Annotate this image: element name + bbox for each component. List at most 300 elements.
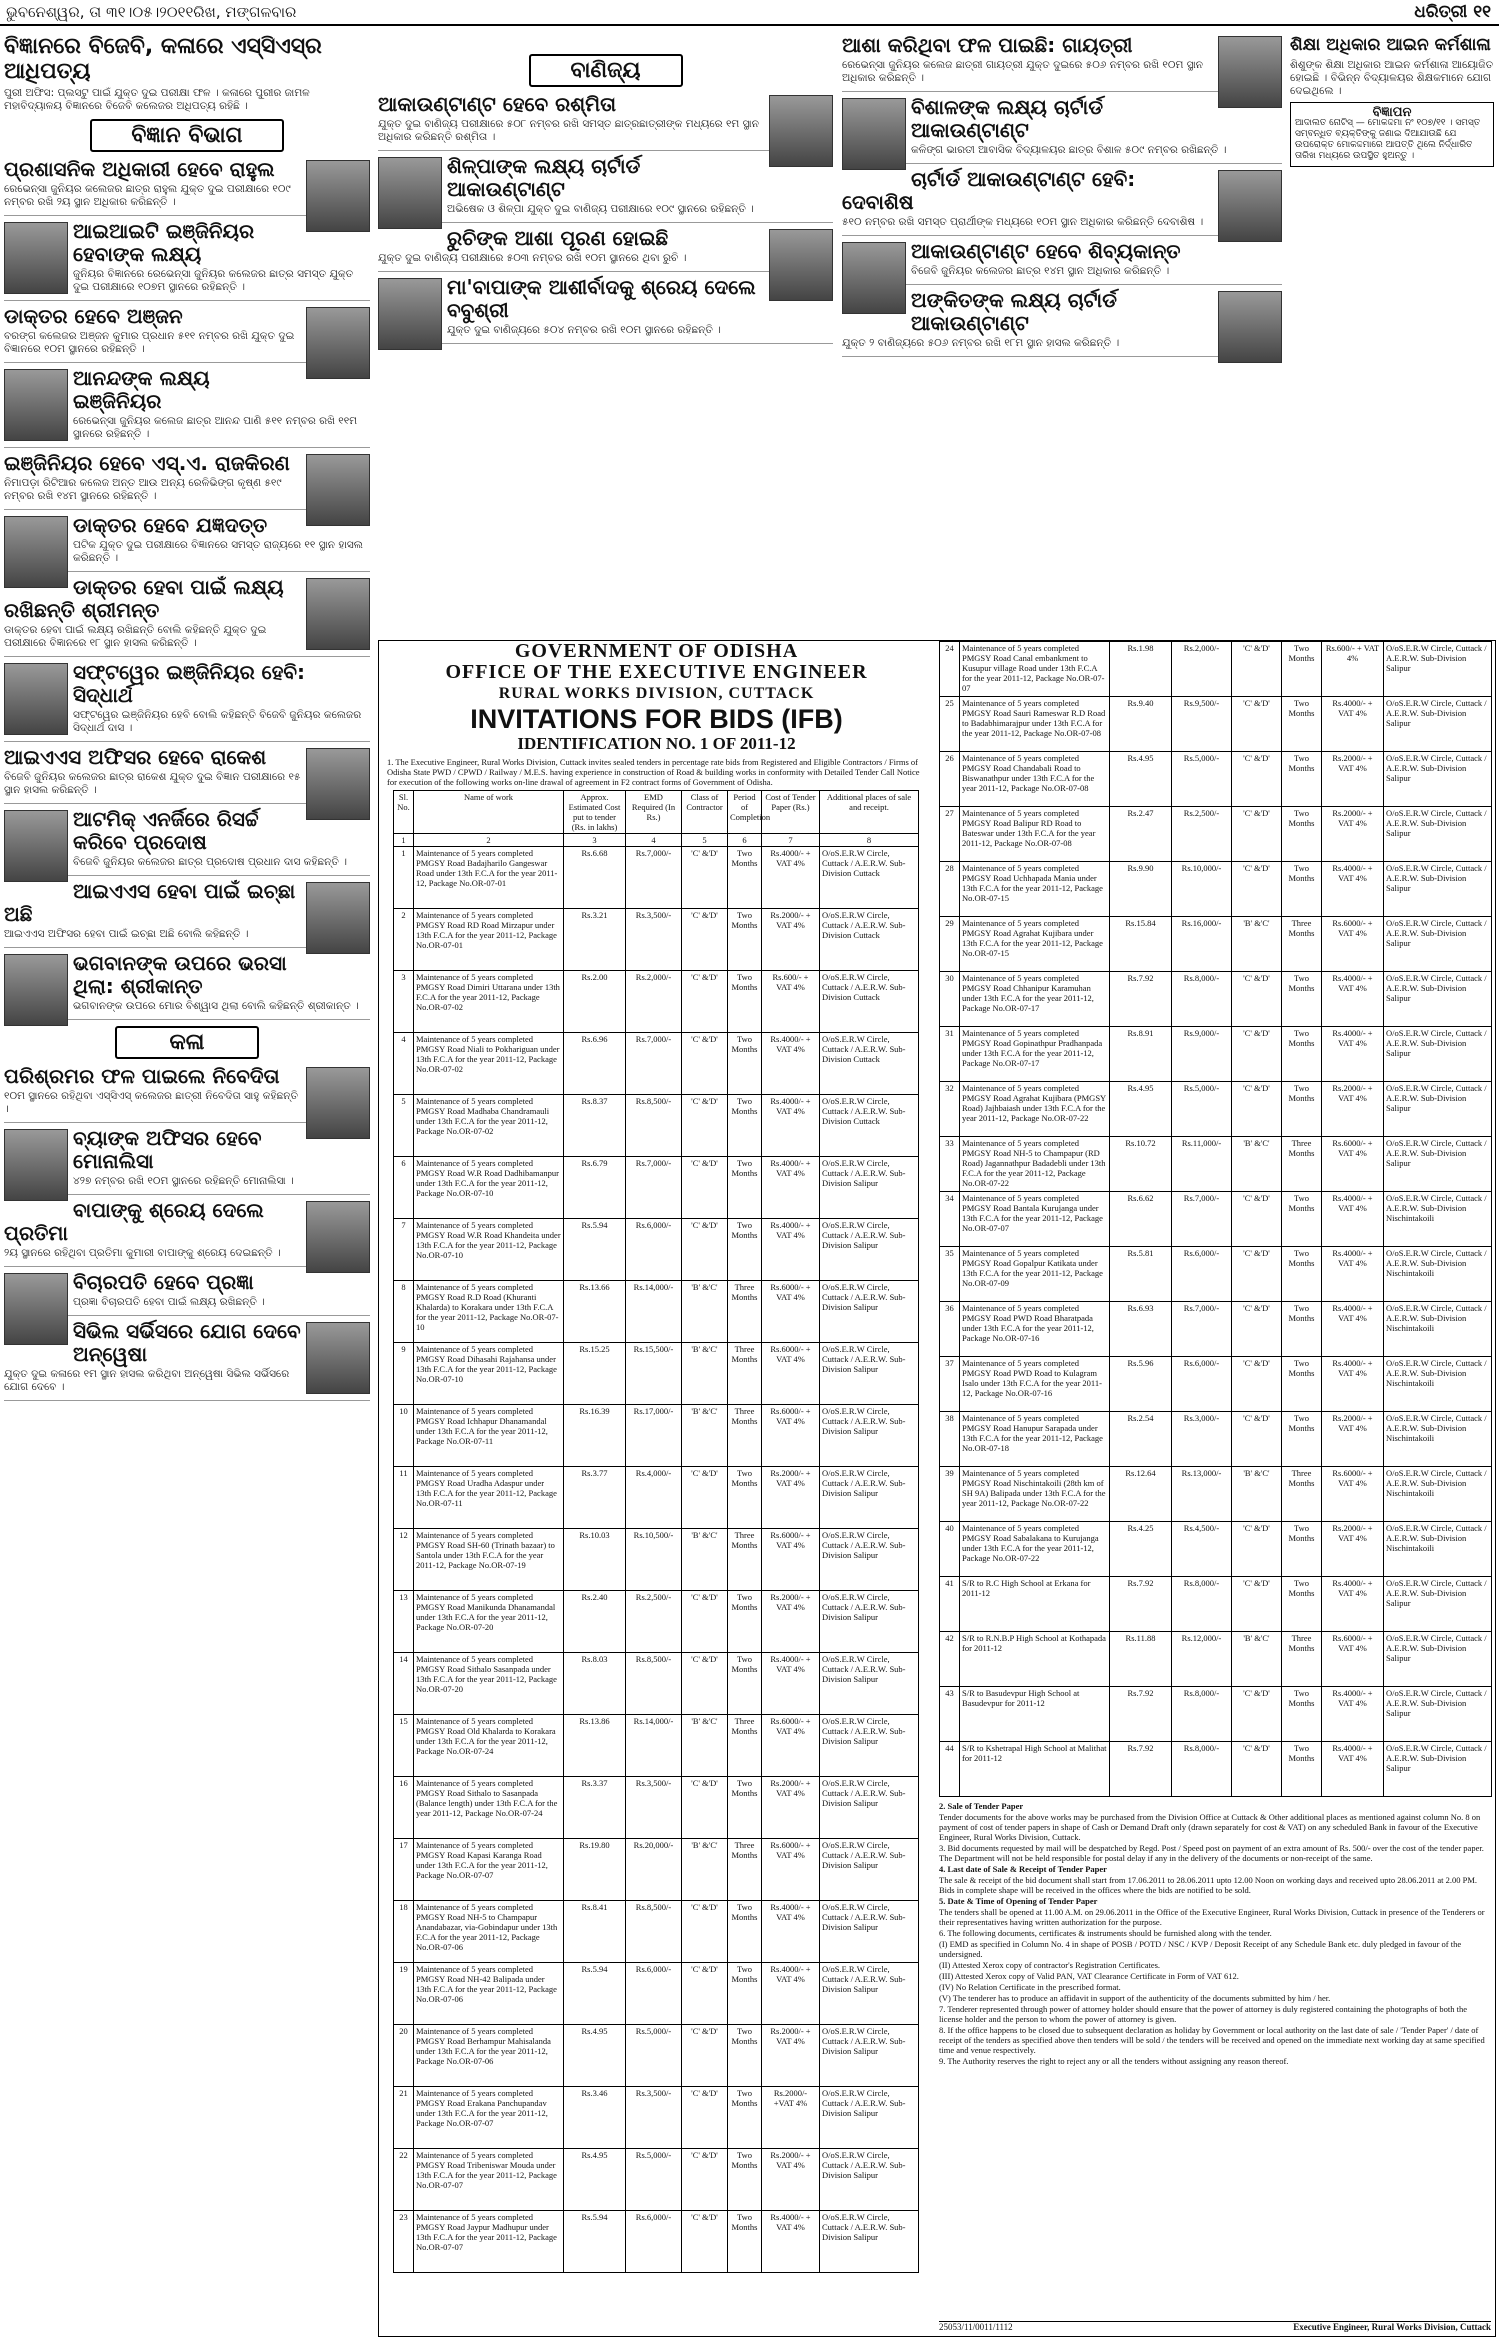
story-headline: ଆଇଏଏସ ଅଫିସର ହେବେ ରାକେଶ xyxy=(4,745,267,769)
table-cell: Rs.8.41 xyxy=(564,1901,626,1963)
table-cell: O/oS.E.R.W Circle, Cuttack / A.E.R.W. Sub-Division Salipur xyxy=(1384,1742,1492,1797)
tender-heading xyxy=(383,641,930,754)
table-cell: Rs.5.96 xyxy=(1110,1357,1172,1412)
news-story xyxy=(4,1199,370,1267)
table-cell: 'C' &'D' xyxy=(1232,807,1282,862)
table-cell: 'C' &'D' xyxy=(1232,1522,1282,1577)
dateline: ଭୁବନେଶ୍ୱର, ତା ୩୧।୦୫।୨୦୧୧ରିଖ, ମଙ୍ଗଳବାର xyxy=(6,3,297,21)
table-cell: 'C' &'D' xyxy=(682,971,728,1033)
table-cell: O/oS.E.R.W Circle, Cuttack / A.E.R.W. Sub-Division Nischintakoili xyxy=(1384,1467,1492,1522)
table-cell: 'C' &'D' xyxy=(682,2087,728,2149)
table-cell: Two Months xyxy=(728,847,762,909)
story-text: ରେଭେନ୍ସା ଜୁନିୟର କଲେଜ ଛାତ୍ରୀ ଗାୟତ୍ରୀ ଯୁକ୍ତ ଦୁଇରେ ୫୦୬ ନମ୍ବର ରଖି ୧୦ମ ସ୍ଥାନ ଅଧିକାର କରିଛନ୍ତି । xyxy=(842,59,1204,84)
news-story xyxy=(4,1271,370,1316)
story-headline: ଆକାଉଣ୍ଟାଣ୍ଟ ହେବେ ରଶ୍ମିତା xyxy=(378,92,617,116)
news-story xyxy=(4,746,370,804)
student-photo xyxy=(306,748,370,820)
table-cell: Rs.4,500/- xyxy=(1172,1522,1232,1577)
student-photo xyxy=(4,516,68,588)
table-cell: Maintenance of 5 years completed PMGSY Road Sithalo to Sasanpada (Balance length) under 13th F.C.A for the year 2011-12, Package No.OR-07-24 xyxy=(414,1777,564,1839)
far-right-column xyxy=(1290,30,1494,167)
table-cell: Rs.20,000/- xyxy=(626,1839,682,1901)
student-photo xyxy=(306,160,370,232)
table-cell: Rs.15,500/- xyxy=(626,1343,682,1405)
table-cell: Rs.12,000/- xyxy=(1172,1632,1232,1687)
table-cell: 28 xyxy=(940,862,960,917)
tender-right xyxy=(939,641,1491,2332)
table-cell: Three Months xyxy=(728,1839,762,1901)
story-headline: ଶିଳ୍ପାଙ୍କ ଲକ୍ଷ୍ୟ ଚାର୍ଟାର୍ଡ ଆକାଉଣ୍ଟାଣ୍ଟ xyxy=(447,154,641,201)
right-column xyxy=(842,30,1282,366)
middle-column xyxy=(378,48,833,353)
table-colnum-cell: 7 xyxy=(762,834,820,847)
table-cell: Rs.9,500/- xyxy=(1172,697,1232,752)
story-headline: ବାପାଙ୍କୁ ଶ୍ରେୟ ଦେଲେ ପ୍ରତିମା xyxy=(4,1198,264,1245)
table-cell: Maintenance of 5 years completed PMGSY Road Agrahat Kujibara under 13th F.C.A for the year 2011-12, Package No.OR-07-15 xyxy=(960,917,1110,972)
table-row xyxy=(394,2149,919,2211)
table-cell: Rs.7,000/- xyxy=(626,1157,682,1219)
table-cell: Rs.4000/- + VAT 4% xyxy=(762,1095,820,1157)
story-headline: ଚାର୍ଟାର୍ଡ ଆକାଉଣ୍ଟାଣ୍ଟ ହେବି: ଦେବାଶିଷ xyxy=(842,167,1136,214)
story-text: ୫୧୦ ନମ୍ବର ରଖି ସମସ୍ତ ପ୍ରାର୍ଥୀଙ୍କ ମଧ୍ୟରେ ୧୦ମ ସ୍ଥାନ ଅଧିକାର କରିଛନ୍ତି ଦେବାଶିଷ । xyxy=(842,216,1204,228)
table-cell: Rs.4000/- + VAT 4% xyxy=(762,1033,820,1095)
table-cell: O/oS.E.R.W Circle, Cuttack / A.E.R.W. Sub-Division Salipur xyxy=(820,1405,919,1467)
table-cell: Two Months xyxy=(1282,807,1322,862)
student-photo xyxy=(306,1322,370,1394)
table-cell: 'B' &'C' xyxy=(682,1281,728,1343)
table-cell: 21 xyxy=(394,2087,414,2149)
table-cell: Maintenance of 5 years completed PMGSY Road Jaypur Madhupur under 13th F.C.A for the year 2011-12, Package No.OR-07-07 xyxy=(414,2211,564,2273)
table-cell: Maintenance of 5 years completed PMGSY Road Uradha Adaspur under 13th F.C.A for the year 2011-12, Package No.OR-07-11 xyxy=(414,1467,564,1529)
table-cell: Rs.2000/- + VAT 4% xyxy=(1322,1522,1384,1577)
table-cell: 'B' &'C' xyxy=(682,1529,728,1591)
table-cell: 25 xyxy=(940,697,960,752)
table-cell: Rs.4000/- + VAT 4% xyxy=(1322,697,1384,752)
table-cell: Rs.600/- + VAT 4% xyxy=(762,971,820,1033)
table-cell: 'B' &'C' xyxy=(1232,1137,1282,1192)
table-header-cell: EMD Required (In Rs.) xyxy=(626,791,682,834)
table-cell: 'C' &'D' xyxy=(682,1653,728,1715)
table-row xyxy=(940,1467,1492,1522)
table-cell: Rs.4000/- + VAT 4% xyxy=(1322,1742,1384,1797)
top-headline: ବିଜ୍ଞାନରେ ବିଜେବି, କଳାରେ ଏସ୍‌ସିଏସ୍‌ର ଆଧିପତ୍ୟ xyxy=(4,34,322,84)
table-cell: Maintenance of 5 years completed PMGSY Road Niali to Pokhariguan under 13th F.C.A for the year 2011-12, Package No.OR-07-02 xyxy=(414,1033,564,1095)
table-cell: Rs.4000/- + VAT 4% xyxy=(1322,1357,1384,1412)
table-row xyxy=(940,1247,1492,1302)
table-cell: Rs.3,000/- xyxy=(1172,1412,1232,1467)
note-line: 7. Tenderer represented through power of attorney holder should ensure that the power of attorney is duly registered containing the photographs of both the license holder and the person to whom the power of attorney is given. xyxy=(939,2004,1467,2024)
student-photo xyxy=(306,882,370,954)
table-row xyxy=(394,1591,919,1653)
table-header-cell: Additional places of sale and receipt. xyxy=(820,791,919,834)
table-cell: Rs.8,000/- xyxy=(1172,972,1232,1027)
student-photo xyxy=(4,222,68,294)
table-cell: 34 xyxy=(940,1192,960,1247)
table-cell: Two Months xyxy=(1282,1192,1322,1247)
table-cell: Rs.8,000/- xyxy=(1172,1687,1232,1742)
table-cell: Three Months xyxy=(728,1715,762,1777)
table-cell: Three Months xyxy=(728,1343,762,1405)
table-cell: O/oS.E.R.W Circle, Cuttack / A.E.R.W. Sub-Division Cuttack xyxy=(820,1095,919,1157)
masthead-page: ଧରିତ୍ରୀ ୧୧ xyxy=(1414,2,1491,22)
student-photo xyxy=(769,95,833,167)
student-photo xyxy=(378,157,442,229)
table-cell: 'C' &'D' xyxy=(1232,972,1282,1027)
table-cell: 37 xyxy=(940,1357,960,1412)
table-cell: O/oS.E.R.W Circle, Cuttack / A.E.R.W. Sub-Division Cuttack xyxy=(820,971,919,1033)
tender-title: INVITATIONS FOR BIDS (IFB) xyxy=(470,704,843,734)
table-row xyxy=(940,1687,1492,1742)
table-cell: Two Months xyxy=(1282,1687,1322,1742)
story-text: ଅଭିଷେକ ଓ ଶିଳ୍ପା ଯୁକ୍ତ ଦୁଇ ବାଣିଜ୍ୟ ପରୀକ୍ଷାରେ ୧୦୯ ସ୍ଥାନରେ ରହିଛନ୍ତି । xyxy=(447,203,754,215)
table-cell: Rs.7,000/- xyxy=(1172,1192,1232,1247)
note-line: 8. If the office happens to be closed due to subsequent declaration as holiday by Government or local authority on the last date of sale / 'Tender Paper' / date of receipt of the tenders as specified above then tenders will be sold / the tenders will be received and opened on the immediate next working day at same specified time and venue respectively. xyxy=(939,2025,1485,2055)
table-cell: Rs.2.00 xyxy=(564,971,626,1033)
story-headline: ଇଞ୍ଜିନିୟର ହେବେ ଏସ୍‌.ଏ. ରାଜକିରଣ xyxy=(4,451,290,475)
table-cell: Rs.2,000/- xyxy=(626,971,682,1033)
table-cell: Maintenance of 5 years completed PMGSY Road Gopinathpur Pradhanpada under 13th F.C.A for the year 2011-12, Package No.OR-07-17 xyxy=(960,1027,1110,1082)
table-cell: O/oS.E.R.W Circle, Cuttack / A.E.R.W. Sub-Division Cuttack xyxy=(820,847,919,909)
table-cell: Rs.9,000/- xyxy=(1172,1027,1232,1082)
table-cell: Rs.5.81 xyxy=(1110,1247,1172,1302)
table-cell: Maintenance of 5 years completed PMGSY Road RD Road Mirzapur under 13th F.C.A for the year 2011-12, Package No.OR-07-01 xyxy=(414,909,564,971)
note-line: 3. Bid documents requested by mail will be despatched by Regd. Post / Speed post on payment of an extra amount of Rs. 500/- over the cost of the tender paper. The Department will not be held responsible for postal delay if any in the delivery of the documents or non-receipt of the same. xyxy=(939,1843,1484,1863)
table-row xyxy=(394,1343,919,1405)
tender-table-right xyxy=(939,641,1492,1797)
table-cell: Two Months xyxy=(1282,1247,1322,1302)
table-cell: Maintenance of 5 years completed PMGSY Road Balipur RD Road to Bateswar under 13th F.C.A for the year 2011-12, Package No.OR-07-08 xyxy=(960,807,1110,862)
table-cell: 2 xyxy=(394,909,414,971)
table-cell: Rs.4.95 xyxy=(1110,1082,1172,1137)
table-colnum-cell: 1 xyxy=(394,834,414,847)
table-cell: 'C' &'D' xyxy=(682,2025,728,2087)
tender-gov: GOVERNMENT OF ODISHA xyxy=(514,640,799,662)
table-cell: 8 xyxy=(394,1281,414,1343)
tender-intro: 1. The Executive Engineer, Rural Works Division, Cuttack invites sealed tenders in percentage rate bids from Registered and Eligible Contractors / Firms of Odisha State PWD / CPWD / Railway / M.E.S. having experience in construction of Road & building works in conformity with Detailed Tender Call Notice for execution of the following works on-line drawal of agreement in F2 contract forms of Government of Odisha. xyxy=(387,757,920,787)
table-cell: 3 xyxy=(394,971,414,1033)
table-cell: Two Months xyxy=(728,1219,762,1281)
note-line: 6. The following documents, certificates & instruments should be furnished along with the tender. xyxy=(939,1928,1272,1938)
table-cell: Two Months xyxy=(1282,972,1322,1027)
table-cell: Rs.4000/- + VAT 4% xyxy=(1322,972,1384,1027)
table-cell: Rs.6000/- + VAT 4% xyxy=(762,1343,820,1405)
table-cell: 'C' &'D' xyxy=(1232,1082,1282,1137)
student-photo xyxy=(306,307,370,379)
table-row xyxy=(394,1095,919,1157)
table-cell: Rs.6.96 xyxy=(564,1033,626,1095)
table-cell: Rs.9.90 xyxy=(1110,862,1172,917)
table-cell: S/R to Basudevpur High School at Basudevpur for 2011-12 xyxy=(960,1687,1110,1742)
table-cell: O/oS.E.R.W Circle, Cuttack / A.E.R.W. Sub-Division Nischintakoili xyxy=(1384,1302,1492,1357)
table-colnum-cell: 3 xyxy=(564,834,626,847)
story-text: ଭଗବାନଙ୍କ ଉପରେ ମୋର ବିଶ୍ୱାସ ଥିଲା ବୋଲି କହିଛନ୍ତି ଶ୍ରୀକାନ୍ତ । xyxy=(73,1000,359,1012)
table-cell: Rs.2.54 xyxy=(1110,1412,1172,1467)
table-cell: S/R to R.N.B.P High School at Kothapada for 2011-12 xyxy=(960,1632,1110,1687)
story-headline: ଆନନ୍ଦଙ୍କ ଲକ୍ଷ୍ୟ ଇଞ୍ଜିନିୟର xyxy=(73,366,210,413)
table-row xyxy=(940,1082,1492,1137)
section-commerce: ବାଣିଜ୍ୟ xyxy=(529,54,683,87)
table-cell: Two Months xyxy=(728,2149,762,2211)
table-cell: O/oS.E.R.W Circle, Cuttack / A.E.R.W. Sub-Division Salipur xyxy=(820,1901,919,1963)
table-cell: O/oS.E.R.W Circle, Cuttack / A.E.R.W. Sub-Division Salipur xyxy=(820,2211,919,2273)
table-cell: O/oS.E.R.W Circle, Cuttack / A.E.R.W. Sub-Division Nischintakoili xyxy=(1384,1357,1492,1412)
table-cell: Two Months xyxy=(1282,1742,1322,1797)
table-cell: Rs.4.95 xyxy=(1110,752,1172,807)
table-cell: Rs.1.98 xyxy=(1110,642,1172,697)
table-colnum-cell: 4 xyxy=(626,834,682,847)
story-text: ରେଭେନ୍ସା ଜୁନିୟର କଲେଜ ଛାତ୍ର ଆନନ୍ଦ ପାଣି ୫୧୧ ନମ୍ବର ରଖି ୧୧ମ ସ୍ଥାନରେ ରହିଛନ୍ତି । xyxy=(73,415,358,440)
student-photo xyxy=(1218,36,1282,108)
table-cell: 'C' &'D' xyxy=(1232,1357,1282,1412)
story-text: ଯୁକ୍ତ ଦୁଇ କଳାରେ ୧ମ ସ୍ଥାନ ହାସଲ କରିଥିବା ଅନ୍ୱେଷା ସିଭିଲ ସର୍ଭିସରେ ଯୋଗ ଦେବେ । xyxy=(4,1368,290,1393)
table-cell: O/oS.E.R.W Circle, Cuttack / A.E.R.W. Sub-Division Salipur xyxy=(820,1529,919,1591)
table-cell: Rs.4,000/- xyxy=(626,1467,682,1529)
table-cell: Two Months xyxy=(728,1033,762,1095)
table-row xyxy=(394,1157,919,1219)
story-headline: ପ୍ରଶାସନିକ ଅଧିକାରୀ ହେବେ ରାହୁଲ xyxy=(4,157,275,181)
table-cell: Rs.16,000/- xyxy=(1172,917,1232,972)
table-cell: Two Months xyxy=(728,971,762,1033)
table-cell: Rs.2,000/- xyxy=(1172,642,1232,697)
table-cell: 'C' &'D' xyxy=(1232,1302,1282,1357)
table-cell: Rs.5.94 xyxy=(564,2211,626,2273)
table-cell: Rs.2.47 xyxy=(1110,807,1172,862)
table-cell: 24 xyxy=(940,642,960,697)
news-story xyxy=(4,1065,370,1123)
table-cell: O/oS.E.R.W Circle, Cuttack / A.E.R.W. Sub-Division Salipur xyxy=(1384,917,1492,972)
table-cell: Rs.2000/- + VAT 4% xyxy=(762,1467,820,1529)
student-photo xyxy=(306,578,370,650)
student-photo xyxy=(378,278,442,350)
table-cell: O/oS.E.R.W Circle, Cuttack / A.E.R.W. Sub-Division Salipur xyxy=(820,1343,919,1405)
story-text: ଡାକ୍ତର ହେବା ପାଇଁ ଲକ୍ଷ୍ୟ ରଖିଛନ୍ତି ବୋଲି କହିଛନ୍ତି ଯୁକ୍ତ ଦୁଇ ପରୀକ୍ଷାରେ ବିଜ୍ଞାନରେ ୧୮ ସ୍ଥାନ ହାସଲ କରିଛନ୍ତି । xyxy=(4,624,267,649)
table-cell: Rs.15.25 xyxy=(564,1343,626,1405)
tender-notes xyxy=(939,1801,1491,2066)
table-cell: Two Months xyxy=(728,2211,762,2273)
table-cell: 'C' &'D' xyxy=(1232,697,1282,752)
table-cell: 10 xyxy=(394,1405,414,1467)
tender-left xyxy=(383,641,930,2273)
news-story xyxy=(842,240,1282,285)
tender-table-left xyxy=(393,790,919,2273)
student-photo xyxy=(306,1201,370,1273)
table-cell: Rs.2,500/- xyxy=(1172,807,1232,862)
table-cell: Rs.11,000/- xyxy=(1172,1137,1232,1192)
table-header-cell: Class of Contractor xyxy=(682,791,728,834)
table-cell: 26 xyxy=(940,752,960,807)
story-text: ପଟିକ ଯୁକ୍ତ ଦୁଇ ପରୀକ୍ଷାରେ ବିଜ୍ଞାନରେ ସମସ୍ତ ରାଜ୍ୟରେ ୧୧ ସ୍ଥାନ ହାସଲ କରିଛନ୍ତି । xyxy=(73,539,363,564)
news-story xyxy=(4,661,370,742)
tender-ident: IDENTIFICATION NO. 1 OF 2011-12 xyxy=(517,734,796,753)
table-cell: Rs.4.95 xyxy=(564,2025,626,2087)
note-line: (V) The tenderer has to produce an affidavit in support of the authenticity of the documents submitted by him / her. xyxy=(939,1993,1331,2003)
table-cell: Maintenance of 5 years completed PMGSY Road Agrahat Kujibara (PMGSY Road) Jajhbaiash under 13th F.C.A for the year 2011-12, Package No.OR-07-22 xyxy=(960,1082,1110,1137)
table-cell: Maintenance of 5 years completed PMGSY Road W.R Road Khandeita under 13th F.C.A for the year 2011-12, Package No.OR-07-10 xyxy=(414,1219,564,1281)
note-line: 5. Date & Time of Opening of Tender Paper xyxy=(939,1896,1098,1906)
note-line: 9. The Authority reserves the right to reject any or all the tenders without assigning any reason thereof. xyxy=(939,2056,1289,2066)
table-cell: Rs.12.64 xyxy=(1110,1467,1172,1522)
table-cell: Rs.2000/- + VAT 4% xyxy=(1322,1082,1384,1137)
table-cell: Two Months xyxy=(1282,862,1322,917)
table-cell: Two Months xyxy=(728,1777,762,1839)
story-text: ଜୁନିୟର ବିଜ୍ଞାନରେ ରେଭେନ୍ସା ଜୁନିୟର କଲେଜର ଛାତ୍ର ସମସ୍ତ ଯୁକ୍ତ ଦୁଇ ପରୀକ୍ଷାରେ ୧୦୭ମ ସ୍ଥାନରେ ରହିଛନ୍ତି । xyxy=(73,268,354,293)
table-cell: 'C' &'D' xyxy=(1232,1027,1282,1082)
story-headline: ଅଙ୍କିତଙ୍କ ଲକ୍ଷ୍ୟ ଚାର୍ଟାର୍ଡ ଆକାଉଣ୍ଟାଣ୍ଟ xyxy=(911,288,1117,335)
table-cell: Rs.4000/- + VAT 4% xyxy=(762,1963,820,2025)
table-row xyxy=(940,1027,1492,1082)
tender-division: RURAL WORKS DIVISION, CUTTACK xyxy=(498,685,815,702)
table-header-cell: Name of work xyxy=(414,791,564,834)
story-headline: ସଫ୍ଟୱେର ଇଞ୍ଜିନିୟର ହେବି: ସିଦ୍ଧାର୍ଥ xyxy=(73,660,306,707)
table-cell: O/oS.E.R.W Circle, Cuttack / A.E.R.W. Sub-Division Cuttack xyxy=(820,909,919,971)
table-cell: 'C' &'D' xyxy=(1232,862,1282,917)
table-cell: Maintenance of 5 years completed PMGSY Road SH-60 (Trinath bazaar) to Santola under 13th F.C.A for the year 2011-12, Package No.OR-07-19 xyxy=(414,1529,564,1591)
table-cell: 'C' &'D' xyxy=(1232,1742,1282,1797)
story-headline: ଡାକ୍ତର ହେବେ ଯଜ୍ଞଦତ୍ତ xyxy=(73,513,268,537)
table-cell: 27 xyxy=(940,807,960,862)
table-cell: Rs.2000/- + VAT 4% xyxy=(1322,752,1384,807)
table-row xyxy=(940,1577,1492,1632)
table-cell: 'B' &'C' xyxy=(682,1343,728,1405)
table-cell: Rs.8,000/- xyxy=(1172,1742,1232,1797)
table-cell: Rs.5.94 xyxy=(564,1963,626,2025)
table-cell: Maintenance of 5 years completed PMGSY Road Gopalpur Katikata under 13th F.C.A for the year 2011-12, Package No.OR-07-09 xyxy=(960,1247,1110,1302)
table-cell: 'C' &'D' xyxy=(682,2211,728,2273)
table-cell: Maintenance of 5 years completed PMGSY Road Hanupur Sarapada under 13th F.C.A for the year 2011-12, Package No.OR-07-18 xyxy=(960,1412,1110,1467)
table-row xyxy=(940,642,1492,697)
news-story xyxy=(4,880,370,948)
table-row xyxy=(394,1715,919,1777)
story-headline: ପରିଶ୍ରମର ଫଳ ପାଇଲେ ନିବେଦିତା xyxy=(4,1064,280,1088)
table-cell: Rs.3,500/- xyxy=(626,909,682,971)
table-colnum-cell: 8 xyxy=(820,834,919,847)
story-text: ଆଇଏଏସ ଅଫିସର ହେବା ପାଇଁ ଇଚ୍ଛା ଅଛି ବୋଲି କହିଛନ୍ତି । xyxy=(4,928,249,940)
table-cell: Rs.6000/- + VAT 4% xyxy=(1322,1137,1384,1192)
table-cell: 'B' &'C' xyxy=(1232,917,1282,972)
table-cell: Rs.14,000/- xyxy=(626,1281,682,1343)
note-line: (IV) No Relation Certificate in the prescribed format. xyxy=(939,1982,1121,1992)
story-text: ନିମାପଡ଼ା ରିଟିଆର କଲେଜ ଅନ୍ତ ଆଉ ଅନ୍ୟ ରେଳିଭିଙ୍ଗ କୃଷ୍ଣ ୫୧୯ ନମ୍ବର ରଖି ୧୪ମ ସ୍ଥାନରେ ରହିଛନ୍ତି । xyxy=(4,477,282,502)
table-cell: Rs.13,000/- xyxy=(1172,1467,1232,1522)
table-header-cell: Cost of Tender Paper (Rs.) xyxy=(762,791,820,834)
table-cell: O/oS.E.R.W Circle, Cuttack / A.E.R.W. Sub-Division Salipur xyxy=(1384,1577,1492,1632)
table-cell: Rs.6.79 xyxy=(564,1157,626,1219)
table-cell: O/oS.E.R.W Circle, Cuttack / A.E.R.W. Sub-Division Salipur xyxy=(820,1653,919,1715)
top-text: ପୁରୀ ଅଫିସ: ପ୍ଲସଟୁ ପାଇଁ ଯୁକ୍ତ ଦୁଇ ପରୀକ୍ଷା ଫଳ । କଳାରେ ପୁରୀର ଜାମଳ ମହାବିଦ୍ୟାଳୟ ବିଜ୍ଞାନରେ ବିଜେବି କଲେଜର ଅଧିପତ୍ୟ ରହିଛି । xyxy=(4,87,310,112)
table-cell: Maintenance of 5 years completed PMGSY Road PWD Road Bharatpada under 13th F.C.A for the year 2011-12, Package No.OR-07-16 xyxy=(960,1302,1110,1357)
note-line: Tender documents for the above works may be purchased from the Division Office at Cuttack & Other additional places as mentioned against column No. 8 on payment of cost of tender papers in shape of Cash or Demand Draft only (drawn separately for cost & VAT) on any scheduled Bank in favour of the Executive Engineer, Rural Works Division, Cuttack. xyxy=(939,1812,1481,1842)
table-cell: Rs.6000/- + VAT 4% xyxy=(1322,1467,1384,1522)
table-cell: 'C' &'D' xyxy=(1232,1687,1282,1742)
news-story xyxy=(4,305,370,363)
story-text: ବିଜେବି ଜୁନିୟର କଲେଜର ଛାତ୍ର ୧୪ମ ସ୍ଥାନ ଅଧିକାର କରିଛନ୍ତି । xyxy=(911,265,1170,277)
story-text: ବିଜେବି ଜୁନିୟର କଲେଜର ଛାତ୍ର ରାକେଶ ଯୁକ୍ତ ଦୁଇ ବିଜ୍ଞାନ ପରୀକ୍ଷାରେ ୧୫ ସ୍ଥାନ ହାସଲ କରିଛନ୍ତି । xyxy=(4,771,301,796)
table-cell: 'C' &'D' xyxy=(682,1963,728,2025)
table-cell: Rs.7,000/- xyxy=(626,1033,682,1095)
story-headline: ରୁଚିଙ୍କ ଆଶା ପୂରଣ ହୋଇଛି xyxy=(447,226,669,250)
advertisement xyxy=(1290,102,1494,167)
story-headline: ଆଟମିକ୍‌ ଏନର୍ଜିରେ ରିସର୍ଚ୍ଚ କରିବେ ପ୍ରଦୋଷ xyxy=(73,807,259,854)
table-row xyxy=(394,1839,919,1901)
note-line: (I) EMD as specified in Column No. 4 in shape of POSB / POTD / NSC / KVP / Deposit Receipt of any Schedule Bank etc. duly pledged in favour of the undersigned. xyxy=(939,1939,1462,1959)
student-photo xyxy=(842,242,906,314)
table-cell: Rs.16.39 xyxy=(564,1405,626,1467)
table-cell: Two Months xyxy=(1282,642,1322,697)
story-text: ସଫ୍ଟୱେର ଇଞ୍ଜିନିୟର ହେବି ବୋଲି କହିଛନ୍ତି ବିଜେବି ଜୁନିୟର କଲେଜର ସିଦ୍ଧାର୍ଥ ଦାସ । xyxy=(73,709,362,734)
table-cell: Maintenance of 5 years completed PMGSY Road Chhanipur Karamuhan under 13th F.C.A for the year 2011-12, Package No.OR-07-17 xyxy=(960,972,1110,1027)
table-cell: 9 xyxy=(394,1343,414,1405)
table-row xyxy=(394,1777,919,1839)
table-cell: 23 xyxy=(394,2211,414,2273)
table-cell: Rs.4000/- + VAT 4% xyxy=(1322,1687,1384,1742)
news-story xyxy=(842,96,1282,164)
table-cell: 'B' &'C' xyxy=(682,1405,728,1467)
table-cell: O/oS.E.R.W Circle, Cuttack / A.E.R.W. Sub-Division Salipur xyxy=(820,1963,919,2025)
table-cell: 38 xyxy=(940,1412,960,1467)
table-cell: 'C' &'D' xyxy=(682,1033,728,1095)
table-cell: O/oS.E.R.W Circle, Cuttack / A.E.R.W. Sub-Division Salipur xyxy=(820,1715,919,1777)
table-cell: S/R to Kshetrapal High School at Malithat for 2011-12 xyxy=(960,1742,1110,1797)
table-cell: Rs.6,000/- xyxy=(626,1963,682,2025)
table-cell: Rs.6,000/- xyxy=(1172,1357,1232,1412)
table-cell: Rs.7.92 xyxy=(1110,1687,1172,1742)
news-story xyxy=(378,227,833,272)
table-cell: Rs.6000/- + VAT 4% xyxy=(762,1715,820,1777)
table-cell: Maintenance of 5 years completed PMGSY Road Badajharilo Gangeswar Road under 13th F.C.A for the year 2011-12, Package No.OR-07-01 xyxy=(414,847,564,909)
news-story xyxy=(842,34,1282,92)
table-cell: O/oS.E.R.W Circle, Cuttack / A.E.R.W. Sub-Division Salipur xyxy=(820,1281,919,1343)
table-cell: Two Months xyxy=(728,1963,762,2025)
table-cell: Maintenance of 5 years completed PMGSY Road Erakana Panchupandav under 13th F.C.A for the year 2011-12, Package No.OR-07-07 xyxy=(414,2087,564,2149)
table-cell: O/oS.E.R.W Circle, Cuttack / A.E.R.W. Sub-Division Salipur xyxy=(1384,1687,1492,1742)
table-cell: Rs.4000/- + VAT 4% xyxy=(1322,1247,1384,1302)
story-headline: ମା'ବାପାଙ୍କ ଆଶୀର୍ବାଦକୁ ଶ୍ରେୟ ଦେଲେ ବବୁଶ୍ରୀ xyxy=(447,275,756,322)
table-cell: 31 xyxy=(940,1027,960,1082)
table-cell: Two Months xyxy=(728,1653,762,1715)
table-cell: 11 xyxy=(394,1467,414,1529)
table-cell: Two Months xyxy=(1282,1082,1322,1137)
table-cell: Rs.8,500/- xyxy=(626,1901,682,1963)
table-row xyxy=(394,1281,919,1343)
story-headline: ଆକାଉଣ୍ଟାଣ୍ଟ ହେବେ ଶିବ୍ୟକାନ୍ତ xyxy=(911,239,1181,263)
table-cell: Rs.8.03 xyxy=(564,1653,626,1715)
table-cell: Rs.6000/- + VAT 4% xyxy=(1322,917,1384,972)
table-cell: 'C' &'D' xyxy=(682,1591,728,1653)
table-cell: 'C' &'D' xyxy=(682,909,728,971)
table-cell: Rs.2000/- + VAT 4% xyxy=(762,1777,820,1839)
tender-notice xyxy=(378,640,1496,2337)
news-story xyxy=(378,276,833,344)
news-story xyxy=(378,155,833,223)
table-cell: Three Months xyxy=(1282,1137,1322,1192)
news-story xyxy=(4,452,370,510)
table-cell: O/oS.E.R.W Circle, Cuttack / A.E.R.W. Sub-Division Salipur xyxy=(1384,1027,1492,1082)
table-cell: Rs.2000/- + VAT 4% xyxy=(762,1591,820,1653)
table-cell: 'C' &'D' xyxy=(1232,1412,1282,1467)
table-cell: 4 xyxy=(394,1033,414,1095)
table-row xyxy=(940,1357,1492,1412)
table-cell: Maintenance of 5 years completed PMGSY Road Ichhapur Dhanamandal under 13th F.C.A for the year 2011-12, Package No.OR-07-11 xyxy=(414,1405,564,1467)
story-text: ରେଭେନ୍ସା ଜୁନିୟର କଲେଜର ଛାତ୍ର ରାହୁଲ ଯୁକ୍ତ ଦୁଇ ପରୀକ୍ଷାରେ ୧୦୯ ନମ୍ବର ରଖି ୨ୟ ସ୍ଥାନ ଅଧିକାର କରିଛନ୍ତି । xyxy=(4,183,291,208)
table-cell: Three Months xyxy=(1282,917,1322,972)
table-cell: Rs.6,000/- xyxy=(626,1219,682,1281)
story-text: ୨ୟ ସ୍ଥାନରେ ରହିଥିବା ପ୍ରତିମା କୁମାରୀ ବାପାଙ୍କୁ ଶ୍ରେୟ ଦେଇଛନ୍ତି । xyxy=(4,1247,281,1259)
table-cell: Rs.5.94 xyxy=(564,1219,626,1281)
story-text: ଯୁକ୍ତ ଦୁଇ ବାଣିଜ୍ୟ ପରୀକ୍ଷାରେ ୫୦୩ ନମ୍ବର ରଖି ୧୦ମ ସ୍ଥାନରେ ଥିବା ରୁଚି । xyxy=(378,252,687,264)
table-row xyxy=(394,1529,919,1591)
table-cell: Two Months xyxy=(728,1095,762,1157)
news-story xyxy=(4,952,370,1020)
